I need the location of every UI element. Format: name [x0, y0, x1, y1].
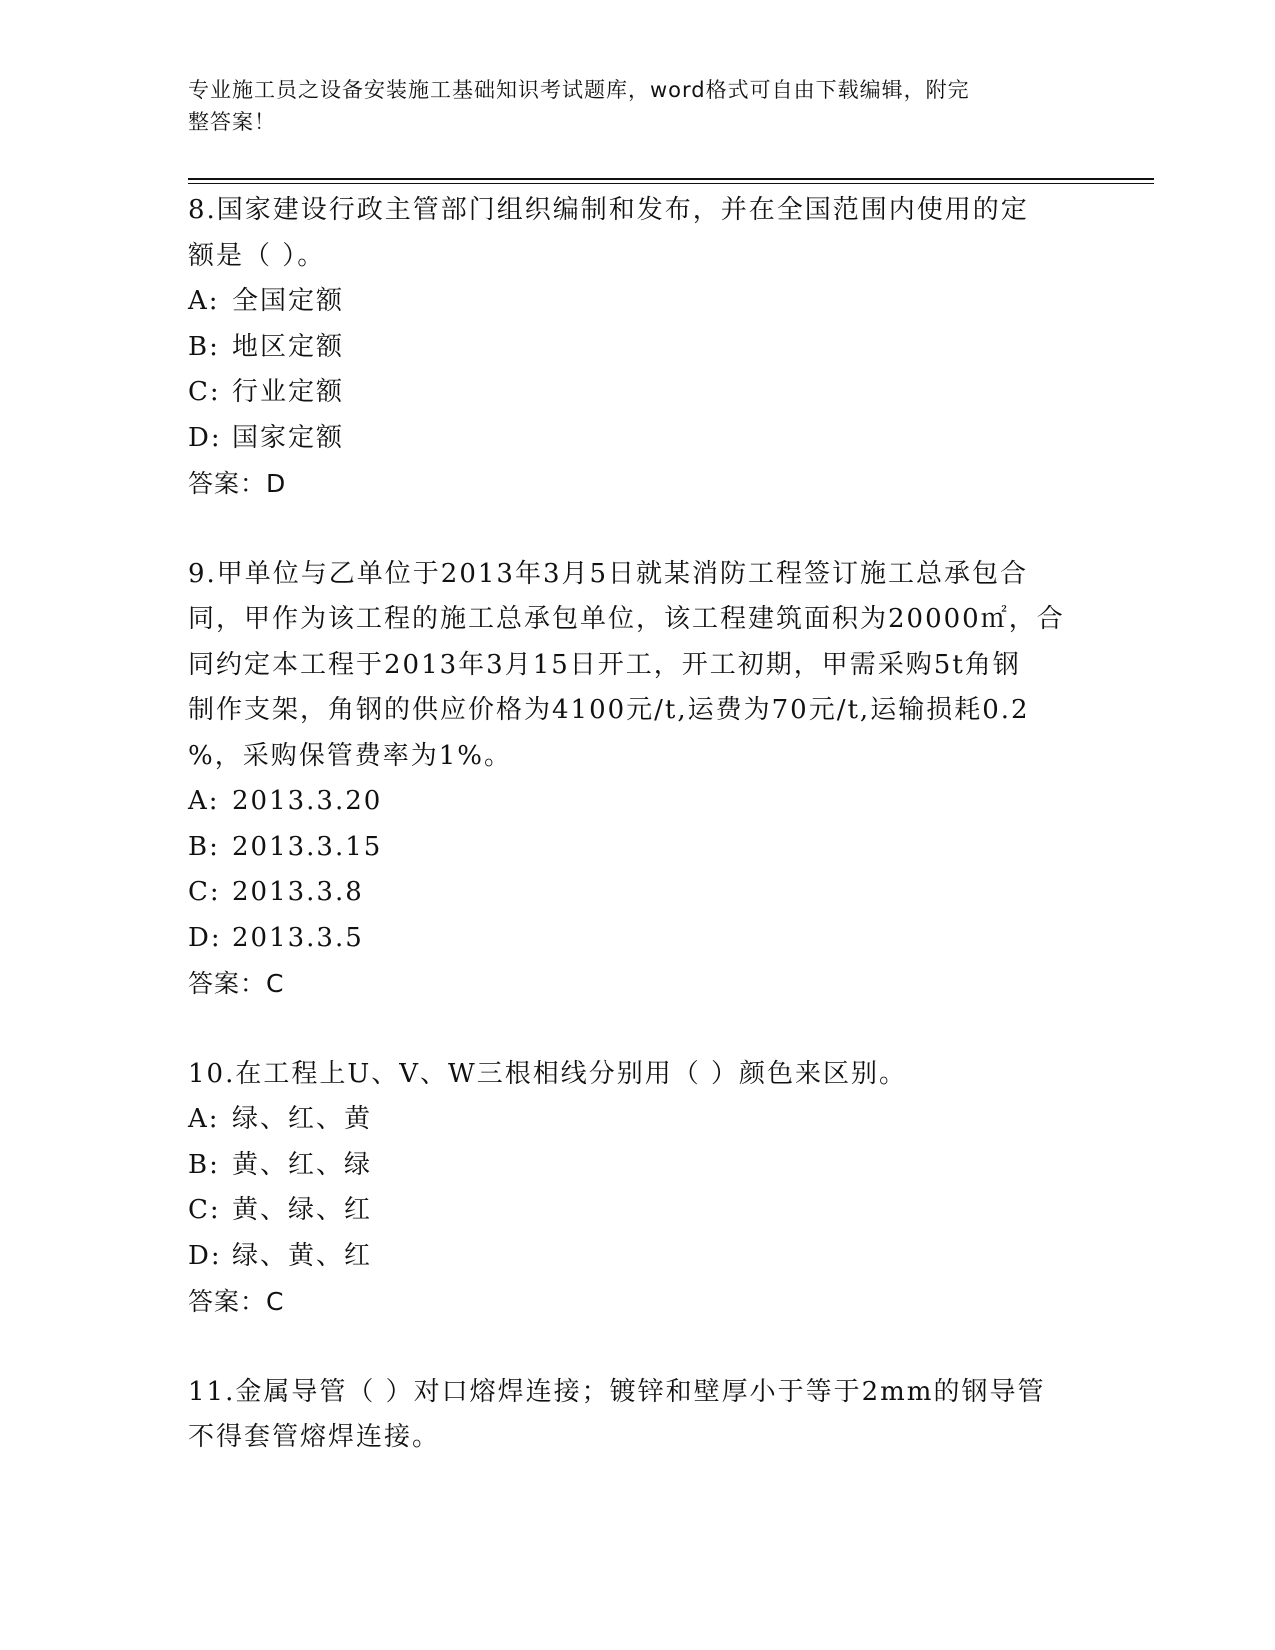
option-text: 绿、红、黄 [232, 1104, 373, 1134]
option-text: 绿、黄、红 [232, 1240, 373, 1271]
question-9-answer: 答案：C [188, 969, 285, 998]
question-9-option-d [188, 916, 1088, 962]
question-11-line-2: 不得套管熔焊连接。 [188, 1422, 441, 1452]
question-11 [188, 1370, 1088, 1461]
question-9 [188, 552, 1088, 1007]
question-10-option-d [188, 1234, 1088, 1280]
question-9-option-c [188, 870, 1088, 916]
option-key: A: [188, 786, 220, 816]
header-divider-thick [188, 178, 1154, 180]
question-10-option-c [188, 1188, 1088, 1234]
question-8-option-a [188, 279, 1088, 325]
option-text: 黄、红、绿 [232, 1149, 373, 1180]
question-9-line-1: 9.甲单位与乙单位于2013年3月5日就某消防工程签订施工总承包合 [188, 558, 1029, 589]
option-key: B: [188, 1149, 220, 1180]
option-key: D: [188, 922, 222, 953]
option-key: D: [188, 1240, 222, 1271]
question-list [188, 188, 1088, 1461]
question-8 [188, 188, 1088, 507]
question-8-option-b [188, 325, 1088, 371]
option-text: 2013.3.8 [232, 877, 364, 907]
option-key: C: [188, 877, 221, 907]
question-10-answer: 答案：C [188, 1287, 285, 1316]
question-9-line-2: 同，甲作为该工程的施工总承包单位，该工程建筑面积为20000㎡，合 [188, 604, 1065, 634]
question-8-line-1: 8.国家建设行政主管部门组织编制和发布，并在全国范围内使用的定 [188, 195, 1029, 225]
question-9-option-a [188, 779, 1088, 825]
option-text: 地区定额 [232, 331, 345, 362]
question-10-line-1: 10.在工程上U、V、W三根相线分别用（ ）颜色来区别。 [188, 1058, 908, 1089]
option-key: C: [188, 377, 221, 407]
document-header [188, 74, 1068, 138]
option-key: C: [188, 1195, 221, 1225]
header-line-1: 专业施工员之设备安装施工基础知识考试题库，word格式可自由下载编辑，附完 [188, 78, 970, 102]
question-11-line-1: 11.金属导管（ ）对口熔焊连接；镀锌和壁厚小于等于2mm的钢导管 [188, 1376, 1046, 1407]
option-key: A: [188, 1104, 220, 1134]
option-key: A: [188, 286, 220, 316]
option-key: D: [188, 422, 222, 453]
question-8-line-2: 额是（ ）。 [188, 240, 326, 271]
question-9-option-b [188, 825, 1088, 871]
header-divider-thin [188, 183, 1154, 184]
question-9-line-4: 制作支架，角钢的供应价格为4100元/t,运费为70元/t,运输损耗0.2 [188, 695, 1030, 725]
question-10-option-b [188, 1143, 1088, 1189]
question-10-option-a [188, 1097, 1088, 1143]
question-9-line-3: 同约定本工程于2013年3月15日开工，开工初期，甲需采购5t角钢 [188, 649, 1021, 680]
option-text: 2013.3.20 [232, 786, 383, 816]
question-8-option-c [188, 370, 1088, 416]
question-10 [188, 1052, 1088, 1325]
question-9-line-5: %，采购保管费率为1%。 [188, 740, 512, 771]
question-8-answer: 答案：D [188, 469, 287, 498]
option-text: 国家定额 [232, 422, 345, 453]
option-text: 全国定额 [232, 286, 345, 316]
option-text: 黄、绿、红 [232, 1195, 373, 1225]
option-text: 2013.3.5 [232, 922, 364, 953]
option-text: 2013.3.15 [232, 831, 383, 862]
header-line-2: 整答案！ [188, 110, 276, 134]
option-key: B: [188, 331, 220, 362]
option-text: 行业定额 [232, 377, 345, 407]
option-key: B: [188, 831, 220, 862]
question-8-option-d [188, 416, 1088, 462]
